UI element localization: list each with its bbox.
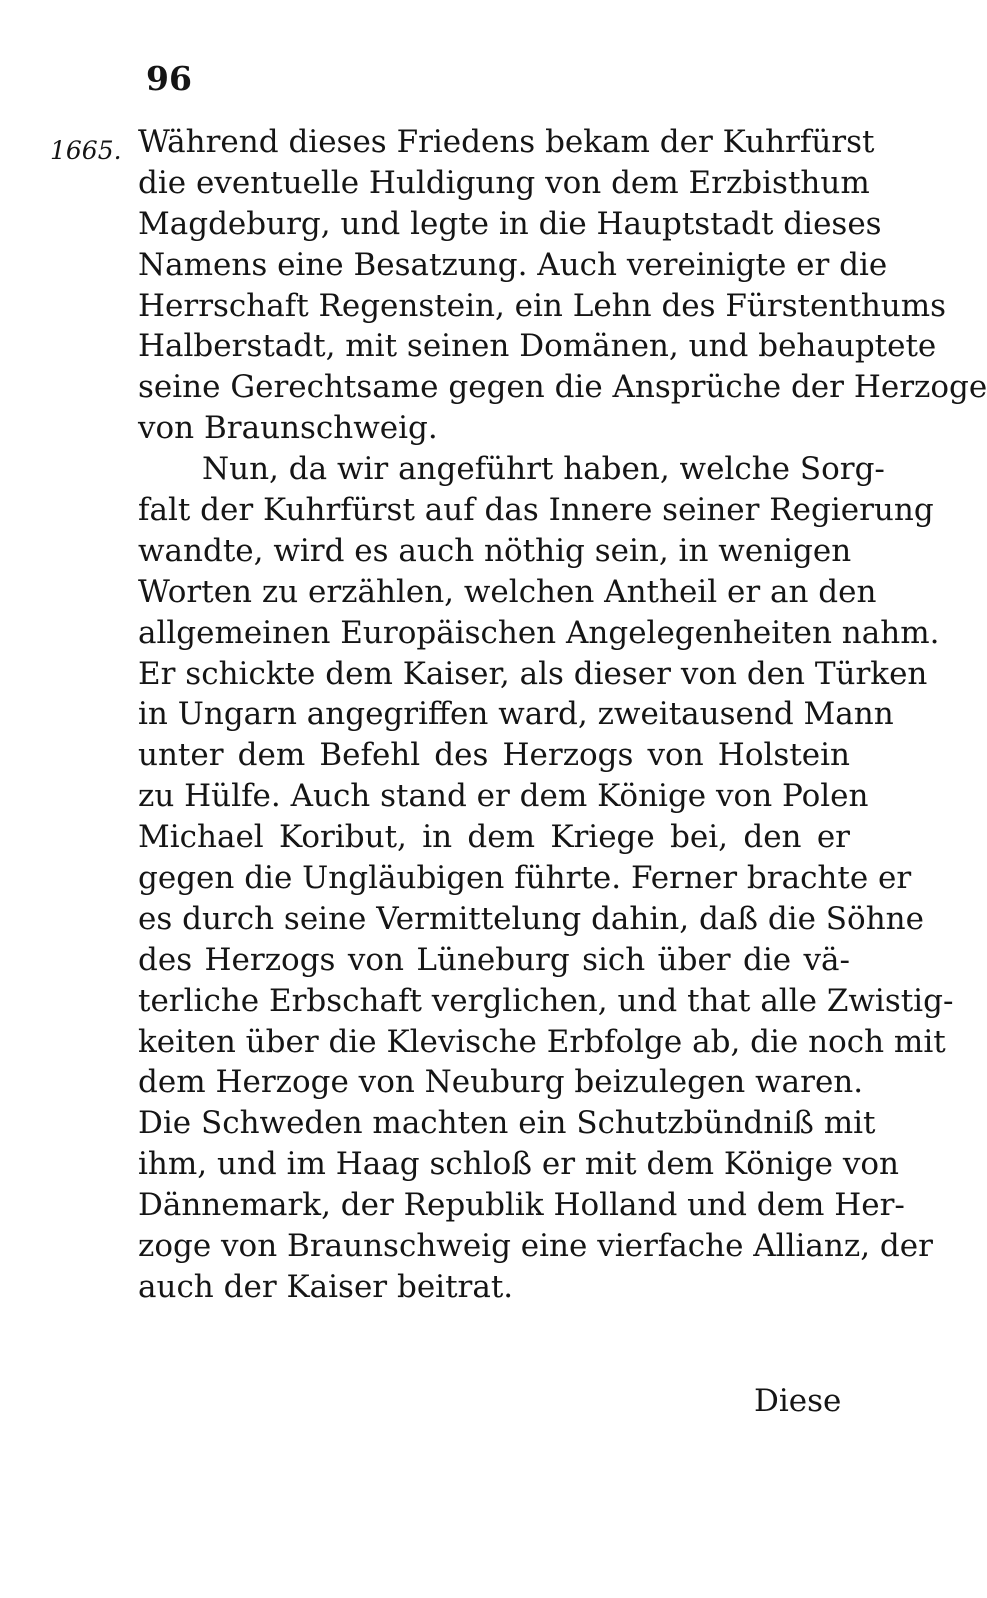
text-line: auch der Kaiser beitrat. [138,1268,514,1305]
text-line: Worten zu erzählen, welchen Antheil er an den [138,573,877,610]
main-text-block [138,122,987,1308]
text-line: ihm, und im Haag schloß er mit dem Könige von [138,1146,899,1183]
text-line: von Braunschweig. [138,410,438,447]
text-line: Michael Koribut, in dem Kriege bei, den er [138,819,850,856]
text-line: wandte, wird es auch nöthig sein, in wenigen [138,532,852,569]
text-line: seine Gerechtsame gegen die Ansprüche der Herzoge [138,369,987,406]
text-line: dem Herzoge von Neuburg beizulegen waren. [138,1064,864,1101]
text-line: zu Hülfe. Auch stand er dem Könige von Polen [138,778,869,815]
text-line: unter dem Befehl des Herzogs von Holstein [138,737,850,774]
text-line: Halberstadt, mit seinen Domänen, und behauptete [138,328,937,365]
text-line: des Herzogs von Lüneburg sich über die vä- [138,941,850,978]
text-line: Nun, da wir angeführt haben, welche Sorg- [202,451,885,488]
margin-year-note: 1665. [50,136,122,165]
text-line: Er schickte dem Kaiser, als dieser von den Türken [138,655,928,692]
catchword: Diese [754,1383,842,1419]
text-line: in Ungarn angegriffen ward, zweitausend Mann [138,696,894,733]
text-line: Herrschaft Regenstein, ein Lehn des Fürstenthums [138,287,947,324]
paragraph-1 [138,122,987,449]
text-line: falt der Kuhrfürst auf das Innere seiner Regierung [138,492,934,529]
text-line: terliche Erbschaft verglichen, und that alle Zwistig- [138,982,954,1019]
text-line: allgemeinen Europäischen Angelegenheiten nahm. [138,614,940,651]
text-line: keiten über die Klevische Erbfolge ab, die noch mit [138,1023,946,1060]
text-line: Magdeburg, und legte in die Hauptstadt dieses [138,205,882,242]
text-line: die eventuelle Huldigung von dem Erzbisthum [138,164,870,201]
page-number: 96 [146,59,192,98]
text-line: Dännemark, der Republik Holland und dem Her- [138,1187,905,1224]
text-line: Während dieses Friedens bekam der Kuhrfürst [138,124,875,160]
text-line: zoge von Braunschweig eine vierfache Allianz, der [138,1228,933,1265]
text-line: Namens eine Besatzung. Auch vereinigte er die [138,246,888,283]
text-line: gegen die Ungläubigen führte. Ferner brachte er [138,860,912,897]
text-line: es durch seine Vermittelung dahin, daß die Söhne [138,900,924,937]
text-line: Die Schweden machten ein Schutzbündniß mit [138,1105,876,1142]
paragraph-2 [138,449,954,1308]
